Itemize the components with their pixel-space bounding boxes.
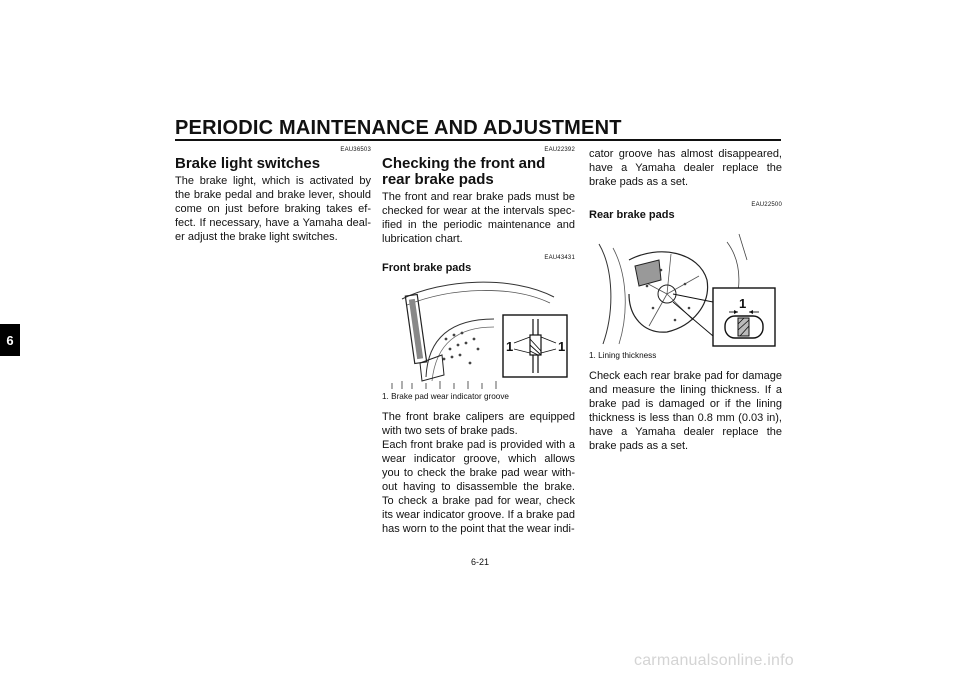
- page-title: PERIODIC MAINTENANCE AND ADJUSTMENT: [175, 117, 622, 139]
- section-heading-brake-pads: Checking the front and rear brake pads: [382, 155, 546, 188]
- subsection-code: EAU43431: [544, 255, 575, 261]
- body-paragraph: The brake light, which is activated by the brake pedal and brake lever, should come on just before braking takes ef-fect. If necessary, have a Yamaha deal-er adjust the brake light switches.: [175, 175, 371, 243]
- body-paragraph: The front brake calipers are equipped with two sets of brake pads.: [382, 411, 575, 437]
- watermark: carmanualsonline.info: [634, 652, 794, 669]
- subsection-heading-rear-brake-pads: Rear brake pads: [589, 209, 675, 221]
- continued-paragraph: cator groove has almost disappeared, have a Yamaha dealer replace the brake pads as a set.: [589, 148, 782, 188]
- column-2: [382, 146, 575, 536]
- figure-caption: 1. Lining thickness: [589, 351, 657, 360]
- callout-1: 1: [739, 296, 747, 311]
- callout-1-right: 1: [558, 339, 566, 354]
- page-header: [175, 117, 781, 139]
- rear-brake-illustration: [589, 224, 782, 348]
- body-paragraph: Each front brake pad is provided with a wear indicator groove, which allows you to check the brake pad wear with-out having to disassemble the brake. To check a brake pad for wear, check its wear indicator groove. If a brake pad has worn to the point that the wear indi-: [382, 439, 575, 535]
- body-paragraph: Check each rear brake pad for damage and measure the lining thickness. If a brake pad is damaged or if the lining thickness is less than 0.8 mm (0.03 in), have a Yamaha dealer replace the brake pads as a set.: [589, 370, 782, 452]
- section-code: EAU36503: [340, 147, 371, 153]
- subsection-code: EAU22500: [751, 202, 782, 208]
- column-1: [175, 146, 371, 244]
- header-rule: [175, 139, 781, 141]
- page-number: 6-21: [470, 557, 489, 567]
- figure-caption: 1. Brake pad wear indicator groove: [382, 392, 509, 401]
- section-code: EAU22392: [544, 147, 575, 153]
- intro-paragraph: The front and rear brake pads must be checked for wear at the intervals spec-ified in the periodic maintenance and lubrication chart.: [382, 191, 575, 245]
- callout-1-left: 1: [506, 339, 514, 354]
- chapter-tab: 6: [0, 324, 20, 356]
- section-heading-brake-light-switches: Brake light switches: [175, 155, 321, 172]
- front-brake-illustration: [382, 277, 575, 389]
- column-3: [589, 147, 782, 453]
- subsection-heading-front-brake-pads: Front brake pads: [382, 262, 472, 274]
- front-brake-figure: [382, 277, 575, 389]
- rear-brake-figure: [589, 224, 782, 348]
